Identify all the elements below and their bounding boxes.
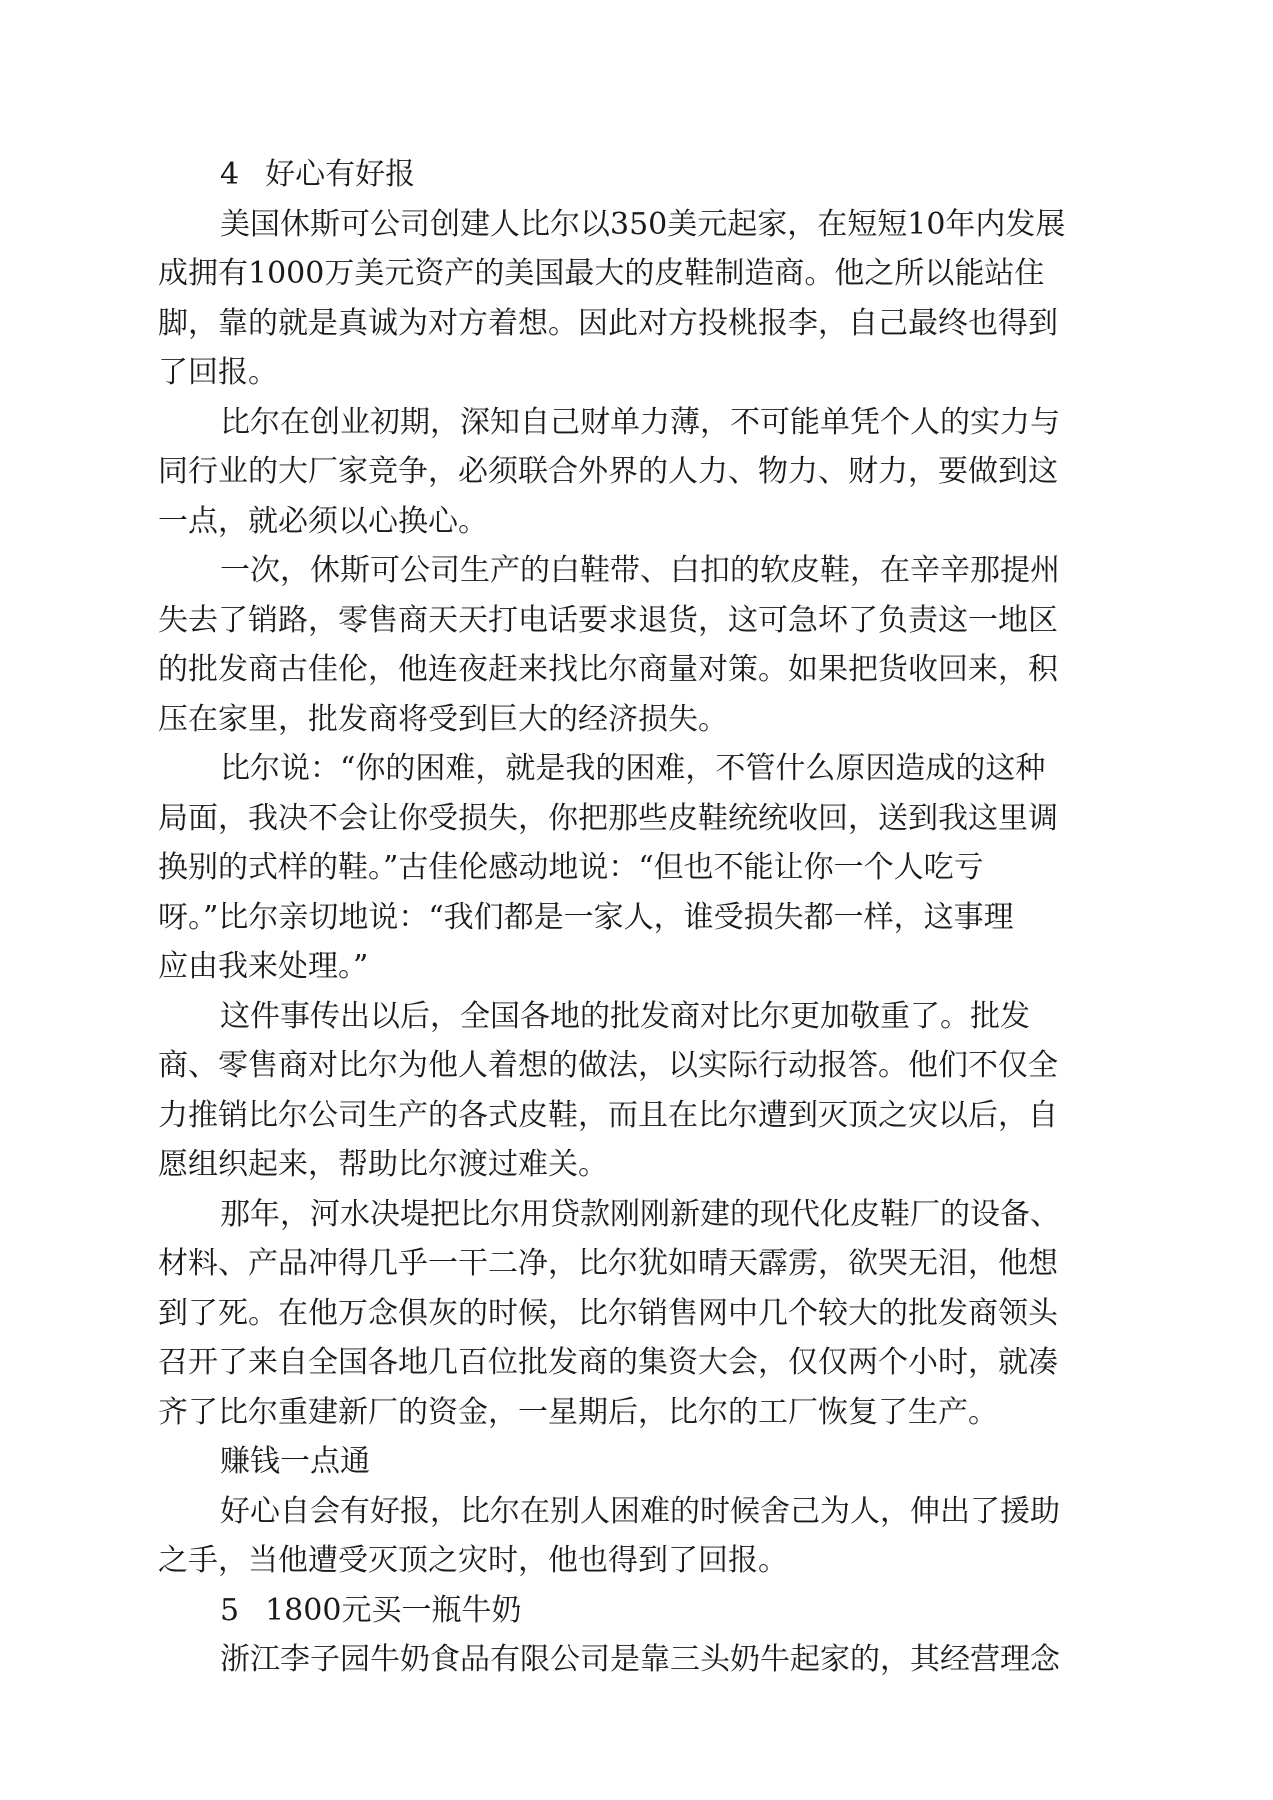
paragraph-line: 一点，就必须以心换心。 xyxy=(158,503,488,539)
paragraph-line: 局面，我决不会让你受损失，你把那些皮鞋统统收回，送到我这里调 xyxy=(158,800,1058,836)
paragraph-line: 材料、产品冲得几乎一干二净，比尔犹如晴天霹雳，欲哭无泪，他想 xyxy=(158,1246,1058,1281)
paragraph-line: 商、零售商对比尔为他人着想的做法，以实际行动报答。他们不仅全 xyxy=(158,1048,1058,1083)
paragraph-line: 失去了销路，零售商天天打电话要求退货，这可急坏了负责这一地区 xyxy=(158,602,1058,638)
paragraph-first-line: 赚钱一点通 xyxy=(220,1444,370,1479)
paragraph-line: 了回报。 xyxy=(158,355,278,390)
section-title: 好心有好报 xyxy=(265,157,416,192)
section-heading xyxy=(158,150,1126,200)
paragraph-first-line: 浙江李子园牛奶食品有限公司是靠三头奶牛起家的，其经营理念 xyxy=(220,1642,1060,1677)
paragraph-first-line: 这件事传出以后，全国各地的批发商对比尔更加敬重了。批发 xyxy=(220,998,1030,1034)
paragraph-first-line: 一次，休斯可公司生产的白鞋带、白扣的软皮鞋，在辛辛那提州 xyxy=(220,553,1060,588)
paragraph-line: 成拥有1000万美元资产的美国最大的皮鞋制造商。他之所以能站住 xyxy=(158,256,1045,291)
paragraph-first-line: 那年，河水决堤把比尔用贷款刚刚新建的现代化皮鞋厂的设备、 xyxy=(220,1196,1060,1232)
paragraph-line: 愿组织起来，帮助比尔渡过难关。 xyxy=(158,1147,608,1182)
paragraph-line: 的批发商古佳伦，他连夜赶来找比尔商量对策。如果把货收回来，积 xyxy=(158,652,1058,687)
section-number: 5 xyxy=(220,1592,240,1628)
paragraph-first-line: 比尔在创业初期，深知自己财单力薄，不可能单凭个人的实力与 xyxy=(220,404,1060,440)
paragraph-line: 换别的式样的鞋。”古佳伦感动地说：“但也不能让你一个人吃亏 xyxy=(158,850,984,885)
section-title: 1800元买一瓶牛奶 xyxy=(265,1592,522,1628)
paragraph-line: 召开了来自全国各地几百位批发商的集资大会，仅仅两个小时，就凑 xyxy=(158,1345,1058,1380)
paragraph-line: 应由我来处理。” xyxy=(158,949,369,984)
section-heading xyxy=(158,1586,1126,1636)
section-number: 4 xyxy=(220,157,240,192)
paragraph-first-line: 比尔说：“你的困难，就是我的困难，不管什么原因造成的这种 xyxy=(220,751,1046,786)
paragraph-line: 力推销比尔公司生产的各式皮鞋，而且在比尔遭到灭顶之灾以后，自 xyxy=(158,1097,1058,1133)
paragraph-line: 压在家里，批发商将受到巨大的经济损失。 xyxy=(158,701,728,737)
paragraph-first-line: 好心自会有好报，比尔在别人困难的时候舍己为人，伸出了援助 xyxy=(220,1493,1060,1529)
paragraph-line: 齐了比尔重建新厂的资金，一星期后，比尔的工厂恢复了生产。 xyxy=(158,1394,998,1430)
paragraph-line: 之手，当他遭受灭顶之灾时，他也得到了回报。 xyxy=(158,1543,788,1578)
paragraph-line: 脚，靠的就是真诚为对方着想。因此对方投桃报李，自己最终也得到 xyxy=(158,305,1058,341)
paragraph-line: 同行业的大厂家竞争，必须联合外界的人力、物力、财力，要做到这 xyxy=(158,454,1058,489)
paragraph-line: 呀。”比尔亲切地说：“我们都是一家人，谁受损失都一样，这事理 xyxy=(158,899,1014,935)
document-body xyxy=(158,150,1126,1685)
paragraph-first-line: 美国休斯可公司创建人比尔以350美元起家，在短短10年内发展 xyxy=(220,206,1066,242)
paragraph-line: 到了死。在他万念俱灰的时候，比尔销售网中几个较大的批发商领头 xyxy=(158,1295,1058,1331)
